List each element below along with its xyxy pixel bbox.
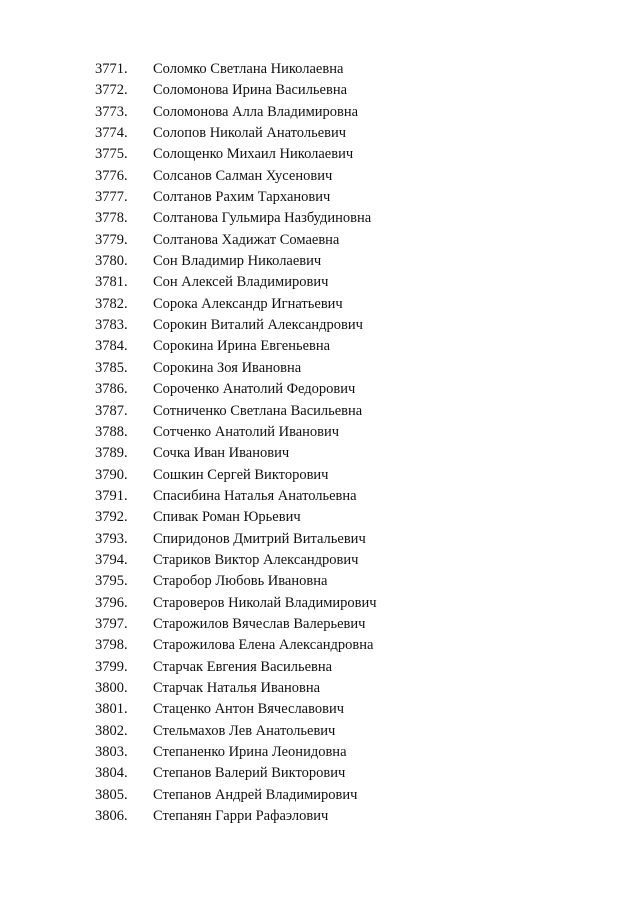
entry-number: 3798. xyxy=(95,637,128,654)
list-item xyxy=(95,123,377,144)
entry-number: 3777. xyxy=(95,189,128,206)
entry-name: Солопов Николай Анатольевич xyxy=(153,125,347,142)
list-item xyxy=(95,742,377,763)
entry-number: 3782. xyxy=(95,295,128,312)
entry-number: 3790. xyxy=(95,466,128,483)
entry-name: Соломко Светлана Николаевна xyxy=(153,61,344,77)
entry-number: 3793. xyxy=(95,530,128,547)
list-item xyxy=(95,465,377,486)
list-item xyxy=(95,486,377,507)
entry-number: 3771. xyxy=(95,61,128,77)
entry-name: Сотниченко Светлана Васильевна xyxy=(153,402,363,419)
list-item xyxy=(95,251,377,272)
list-item xyxy=(95,230,377,251)
entry-name: Солтанова Гульмира Назбудиновна xyxy=(153,210,372,227)
name-list xyxy=(95,59,377,827)
entry-number: 3779. xyxy=(95,231,128,248)
entry-number: 3802. xyxy=(95,722,128,739)
entry-number: 3787. xyxy=(95,402,128,419)
entry-number: 3784. xyxy=(95,338,128,355)
entry-name: Сорокин Виталий Александрович xyxy=(153,317,363,334)
list-item xyxy=(95,401,377,422)
entry-number: 3799. xyxy=(95,658,128,675)
entry-number: 3789. xyxy=(95,445,128,462)
entry-number: 3776. xyxy=(95,167,128,184)
entry-name: Старчак Евгения Васильевна xyxy=(153,658,333,675)
list-item xyxy=(95,443,377,464)
entry-number: 3785. xyxy=(95,359,128,376)
list-item xyxy=(95,379,377,400)
entry-number: 3805. xyxy=(95,786,128,803)
entry-number: 3773. xyxy=(95,103,128,120)
entry-name: Сороченко Анатолий Федорович xyxy=(153,381,356,398)
list-item xyxy=(95,507,377,528)
entry-number: 3783. xyxy=(95,317,128,334)
list-item xyxy=(95,571,377,592)
entry-name: Степанов Валерий Викторович xyxy=(153,765,346,782)
entry-number: 3803. xyxy=(95,744,128,760)
entry-number: 3788. xyxy=(95,423,128,440)
entry-name: Соломонова Ирина Васильевна xyxy=(153,82,348,99)
entry-name: Сорока Александр Игнатьевич xyxy=(153,295,343,312)
entry-number: 3801. xyxy=(95,701,128,718)
entry-name: Сочка Иван Иванович xyxy=(153,445,290,462)
entry-name: Стельмахов Лев Анатольевич xyxy=(153,722,336,739)
list-item xyxy=(95,102,377,123)
entry-number: 3800. xyxy=(95,679,128,696)
entry-name: Соломонова Алла Владимировна xyxy=(153,103,359,120)
entry-number: 3781. xyxy=(95,274,128,291)
entry-number: 3780. xyxy=(95,253,128,270)
entry-number: 3806. xyxy=(95,808,128,825)
list-item xyxy=(95,208,377,229)
entry-name: Солтанов Рахим Тарханович xyxy=(153,189,331,206)
entry-name: Солсанов Салман Хусенович xyxy=(153,167,333,184)
entry-number: 3778. xyxy=(95,210,128,227)
entry-number: 3772. xyxy=(95,82,128,99)
entry-number: 3804. xyxy=(95,765,128,782)
entry-name: Сорокина Ирина Евгеньевна xyxy=(153,338,331,355)
entry-name: Солощенко Михаил Николаевич xyxy=(153,146,354,163)
list-item xyxy=(95,358,377,379)
list-item xyxy=(95,614,377,635)
entry-name: Сон Владимир Николаевич xyxy=(153,253,322,270)
entry-name: Старожилова Елена Александровна xyxy=(153,637,374,654)
entry-number: 3794. xyxy=(95,551,128,568)
entry-name: Староверов Николай Владимирович xyxy=(153,594,377,611)
entry-number: 3797. xyxy=(95,615,128,632)
list-item xyxy=(95,166,377,187)
list-item xyxy=(95,272,377,293)
list-item xyxy=(95,678,377,699)
entry-name: Сон Алексей Владимирович xyxy=(153,274,329,291)
list-item xyxy=(95,187,377,208)
list-item xyxy=(95,336,377,357)
entry-name: Старобор Любовь Ивановна xyxy=(153,573,328,590)
entry-name: Старчак Наталья Ивановна xyxy=(153,679,321,696)
entry-name: Солтанова Хадижат Сомаевна xyxy=(153,231,340,248)
list-item xyxy=(95,763,377,784)
list-item xyxy=(95,657,377,678)
list-item xyxy=(95,699,377,720)
entry-name: Спиридонов Дмитрий Витальевич xyxy=(153,530,366,547)
entry-name: Сорокина Зоя Ивановна xyxy=(153,359,302,376)
entry-name: Степанов Андрей Владимирович xyxy=(153,786,358,803)
entry-name: Степанян Гарри Рафаэлович xyxy=(153,808,329,825)
list-item xyxy=(95,721,377,742)
list-item xyxy=(95,422,377,443)
list-item xyxy=(95,550,377,571)
list-item xyxy=(95,806,377,827)
entry-number: 3786. xyxy=(95,381,128,398)
entry-name: Сошкин Сергей Викторович xyxy=(153,466,329,483)
entry-name: Спивак Роман Юрьевич xyxy=(153,509,301,526)
entry-name: Стаценко Антон Вячеславович xyxy=(153,701,345,718)
list-item xyxy=(95,635,377,656)
entry-name: Старожилов Вячеслав Валерьевич xyxy=(153,615,366,632)
list-item xyxy=(95,529,377,550)
list-item xyxy=(95,315,377,336)
entry-number: 3791. xyxy=(95,487,128,504)
list-item xyxy=(95,80,377,101)
list-item xyxy=(95,785,377,806)
entry-name: Сотченко Анатолий Иванович xyxy=(153,423,340,440)
entry-name: Стариков Виктор Александрович xyxy=(153,551,359,568)
entry-name: Спасибина Наталья Анатольевна xyxy=(153,487,357,504)
entry-number: 3774. xyxy=(95,125,128,142)
list-item xyxy=(95,59,377,80)
list-item xyxy=(95,144,377,165)
entry-number: 3775. xyxy=(95,146,128,163)
list-item xyxy=(95,593,377,614)
entry-number: 3796. xyxy=(95,594,128,611)
entry-number: 3795. xyxy=(95,573,128,590)
entry-name: Степаненко Ирина Леонидовна xyxy=(153,744,347,760)
list-item xyxy=(95,294,377,315)
entry-number: 3792. xyxy=(95,509,128,526)
